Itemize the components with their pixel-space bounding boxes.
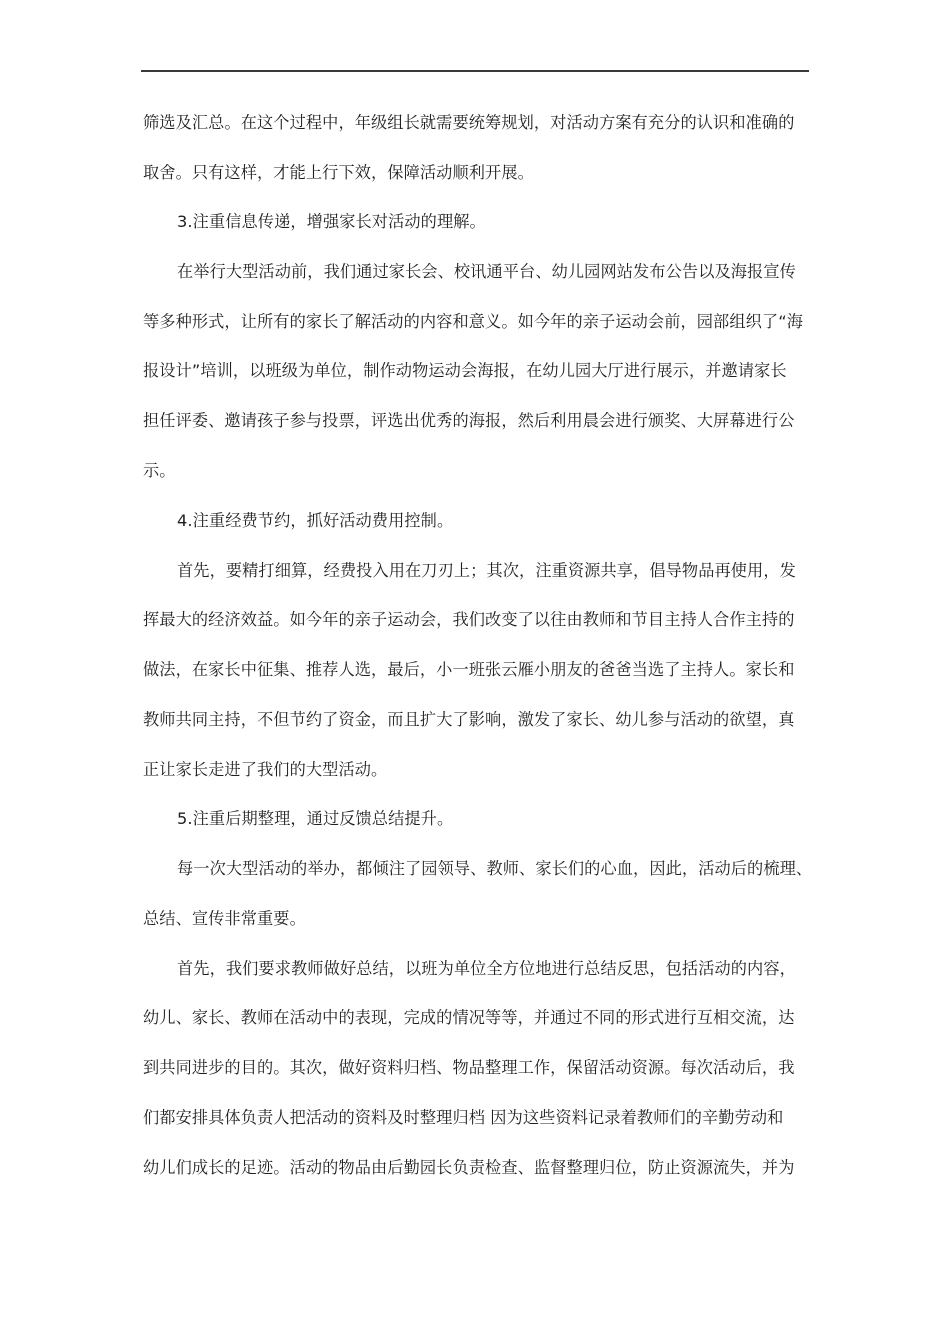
section-heading-4: 4.注重经费节约，抓好活动费用控制。 xyxy=(177,511,454,530)
text-line: 示。 xyxy=(143,461,176,480)
text-line: 幼儿、家长、教师在活动中的表现，完成的情况等等，并通过不同的形式进行互相交流，达 xyxy=(143,1008,795,1027)
text-line: 每一次大型活动的举办，都倾注了园领导、教师、家长们的心血，因此，活动后的梳理、 xyxy=(177,859,813,878)
text-line: 报设计”培训，以班级为单位，制作动物运动会海报，在幼儿园大厅进行展示，并邀请家长 xyxy=(143,361,787,380)
text-line: 教师共同主持，不但节约了资金，而且扩大了影响，激发了家长、幼儿参与活动的欲望，真 xyxy=(143,710,795,729)
text-line: 挥最大的经济效益。如今年的亲子运动会，我们改变了以往由教师和节目主持人合作主持的 xyxy=(143,610,795,629)
text-line: 幼儿们成长的足迹。活动的物品由后勤园长负责检查、监督整理归位，防止资源流失，并为 xyxy=(143,1158,795,1177)
section-heading-5: 5.注重后期整理，通过反馈总结提升。 xyxy=(177,809,454,828)
text-line: 到共同进步的目的。其次，做好资料归档、物品整理工作，保留活动资源。每次活动后，我 xyxy=(143,1058,795,1077)
text-line: 首先，我们要求教师做好总结，以班为单位全方位地进行总结反思，包括活动的内容， xyxy=(177,959,796,978)
text-line: 取舍。只有这样，才能上行下效，保障活动顺利开展。 xyxy=(143,163,534,182)
text-line: 筛选及汇总。在这个过程中，年级组长就需要统筹规划，对活动方案有充分的认识和准确的 xyxy=(143,113,795,132)
text-line: 担任评委、邀请孩子参与投票，评选出优秀的海报，然后利用晨会进行颁奖、大屏幕进行公 xyxy=(143,411,795,430)
text-line: 在举行大型活动前，我们通过家长会、校讯通平台、幼儿园网站发布公告以及海报宣传 xyxy=(177,262,796,281)
text-line: 们都安排具体负责人把活动的资料及时整理归档 因为这些资料记录着教师们的辛勤劳动和 xyxy=(143,1108,784,1127)
text-line: 等多种形式，让所有的家长了解活动的内容和意义。如今年的亲子运动会前，园部组织了“海 xyxy=(143,312,803,331)
text-line: 做法，在家长中征集、推荐人选，最后，小一班张云雁小朋友的爸爸当选了主持人。家长和 xyxy=(143,660,795,679)
text-line: 总结、宣传非常重要。 xyxy=(143,909,306,928)
text-line: 正让家长走进了我们的大型活动。 xyxy=(143,760,388,779)
section-heading-3: 3.注重信息传递，增强家长对活动的理解。 xyxy=(177,212,486,231)
text-line: 首先，要精打细算，经费投入用在刀刃上；其次，注重资源共享，倡导物品再使用，发 xyxy=(177,561,796,580)
header-rule xyxy=(141,70,809,72)
